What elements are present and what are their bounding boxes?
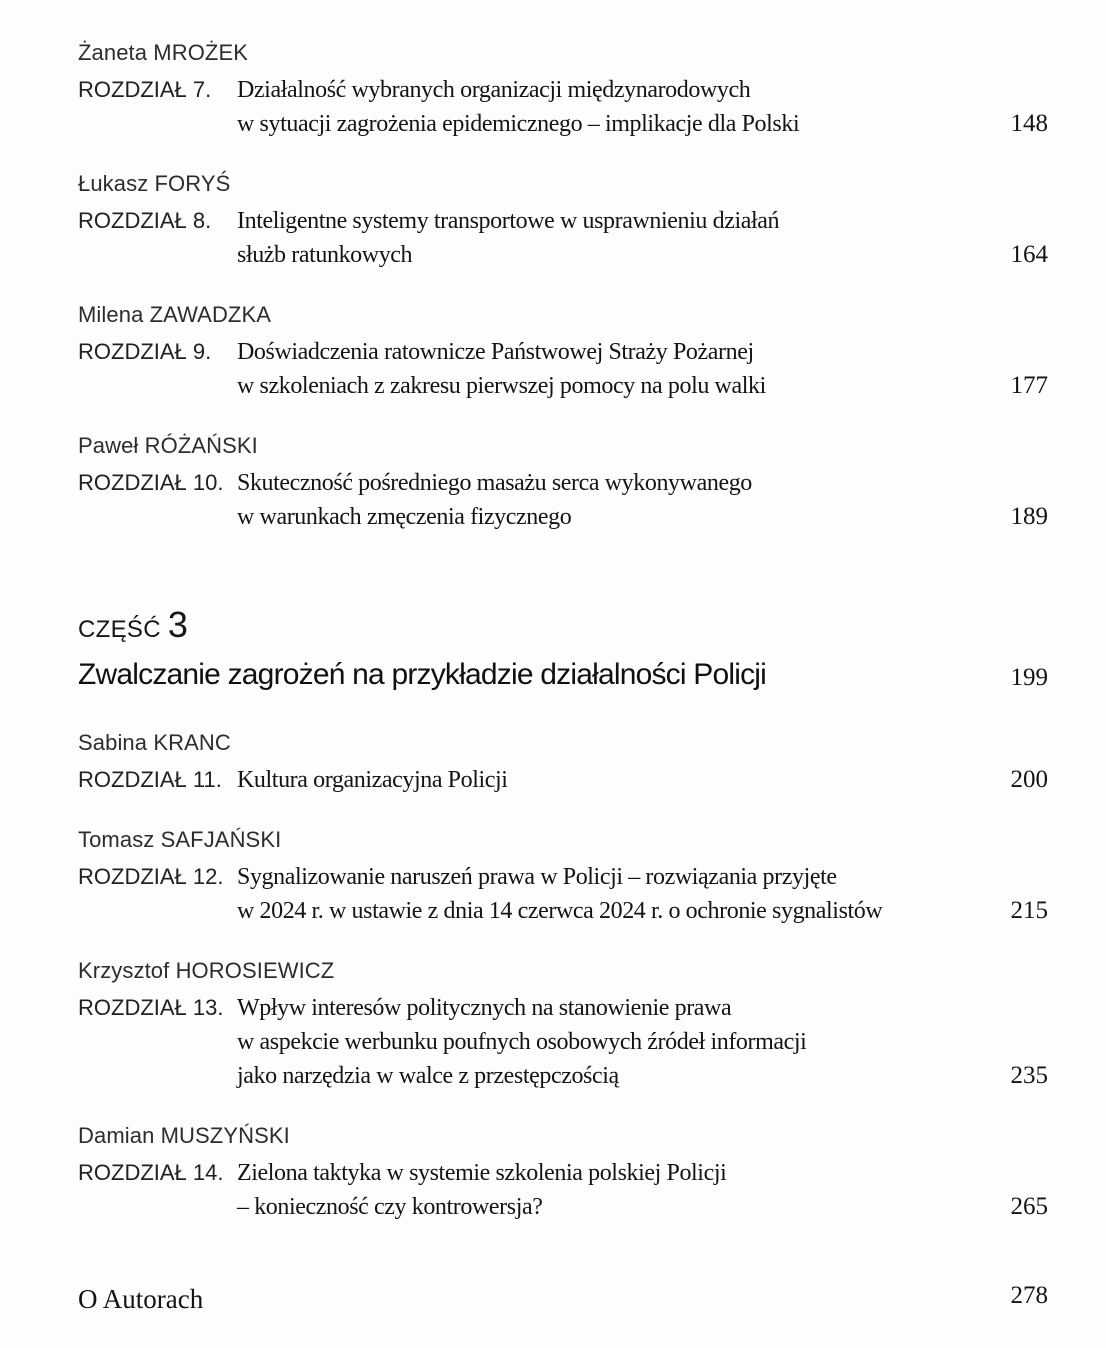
chapter-label: ROZDZIAŁ 13. <box>78 995 224 1020</box>
toc-entry-chapter-8 <box>78 167 1048 272</box>
chapter-title-line: jako narzędzia w walce z przestępczością <box>237 1063 619 1089</box>
part-title: Zwalczanie zagrożeń na przykładzie działalności Policji <box>78 658 767 691</box>
chapter-row <box>78 73 1048 141</box>
toc-entry-chapter-7 <box>78 36 1048 141</box>
chapter-row <box>78 204 1048 272</box>
page-number: 199 <box>1010 664 1048 691</box>
back-matter-label: O Autorach <box>78 1284 204 1314</box>
chapter-title <box>237 335 1048 403</box>
page-number: 177 <box>1010 372 1048 399</box>
part-title-row <box>78 655 1048 700</box>
chapter-title <box>237 466 1048 534</box>
chapter-title-line: w aspekcie werbunku poufnych osobowych źródeł informacji <box>237 1029 807 1055</box>
page-number: 215 <box>1010 897 1048 924</box>
chapter-title-line: służb ratunkowych <box>237 242 413 268</box>
chapter-title <box>237 991 1048 1093</box>
chapter-title-line: w warunkach zmęczenia fizycznego <box>237 504 572 530</box>
part-label: CZĘŚĆ <box>78 616 161 643</box>
chapter-title <box>237 763 1048 797</box>
chapter-title-line: – konieczność czy kontrowersja? <box>237 1194 543 1220</box>
author-name: Tomasz SAFJAŃSKI <box>78 827 282 852</box>
chapter-label: ROZDZIAŁ 7. <box>78 77 212 102</box>
toc-entry-chapter-14 <box>78 1119 1048 1224</box>
chapter-label: ROZDZIAŁ 8. <box>78 208 212 233</box>
author-name: Krzysztof HOROSIEWICZ <box>78 958 335 983</box>
chapter-title-line: Wpływ interesów politycznych na stanowienie prawa <box>237 995 732 1021</box>
toc-entry-chapter-13 <box>78 954 1048 1093</box>
page-number: 148 <box>1010 110 1048 137</box>
page-number: 164 <box>1010 241 1048 268</box>
part-heading <box>78 603 1048 700</box>
chapter-label: ROZDZIAŁ 14. <box>78 1160 224 1185</box>
chapter-label: ROZDZIAŁ 9. <box>78 339 212 364</box>
chapter-row <box>78 335 1048 403</box>
page-number: 235 <box>1010 1062 1048 1089</box>
back-matter-row <box>78 1282 1048 1316</box>
chapter-title-line: Doświadczenia ratownicze Państwowej Straży Pożarnej <box>237 339 754 365</box>
chapter-row <box>78 763 1048 797</box>
chapter-title <box>237 1156 1048 1224</box>
chapter-title-line: Skuteczność pośredniego masażu serca wykonywanego <box>237 470 752 496</box>
part-label-line <box>78 603 1048 655</box>
author-name: Sabina KRANC <box>78 730 231 755</box>
chapter-row <box>78 991 1048 1093</box>
chapter-label: ROZDZIAŁ 11. <box>78 767 222 792</box>
author-name: Paweł RÓŻAŃSKI <box>78 433 258 458</box>
toc-entry-chapter-10 <box>78 429 1048 534</box>
part-number: 3 <box>167 604 188 645</box>
chapter-title-line: Kultura organizacyjna Policji <box>237 767 508 793</box>
chapter-title-line: w 2024 r. w ustawie z dnia 14 czerwca 2024 r. o ochronie sygnalistów <box>237 898 883 924</box>
chapter-title <box>237 204 1048 272</box>
chapter-title-line: Sygnalizowanie naruszeń prawa w Policji – rozwiązania przyjęte <box>237 864 837 890</box>
chapter-title <box>237 860 1048 928</box>
chapter-row <box>78 1156 1048 1224</box>
author-name: Żaneta MROŻEK <box>78 40 249 65</box>
page-number: 189 <box>1010 503 1048 530</box>
toc-entry-chapter-11 <box>78 726 1048 797</box>
page-number: 265 <box>1010 1193 1048 1220</box>
chapter-title-line: Działalność wybranych organizacji międzynarodowych <box>237 77 751 103</box>
toc-entry-chapter-12 <box>78 823 1048 928</box>
chapter-label: ROZDZIAŁ 12. <box>78 864 224 889</box>
author-name: Damian MUSZYŃSKI <box>78 1123 290 1148</box>
chapter-title-line: Zielona taktyka w systemie szkolenia polskiej Policji <box>237 1160 727 1186</box>
chapter-title-line: w szkoleniach z zakresu pierwszej pomocy na polu walki <box>237 373 766 399</box>
chapter-label: ROZDZIAŁ 10. <box>78 470 224 495</box>
chapter-title <box>237 73 1048 141</box>
chapter-row <box>78 860 1048 928</box>
author-name: Milena ZAWADZKA <box>78 302 272 327</box>
chapter-title-line: Inteligentne systemy transportowe w usprawnieniu działań <box>237 208 780 234</box>
toc-entry-chapter-9 <box>78 298 1048 403</box>
author-name: Łukasz FORYŚ <box>78 171 231 196</box>
page-number: 200 <box>1010 766 1048 793</box>
page-number: 278 <box>1010 1282 1048 1309</box>
chapter-title-line: w sytuacji zagrożenia epidemicznego – implikacje dla Polski <box>237 111 800 137</box>
chapter-row <box>78 466 1048 534</box>
